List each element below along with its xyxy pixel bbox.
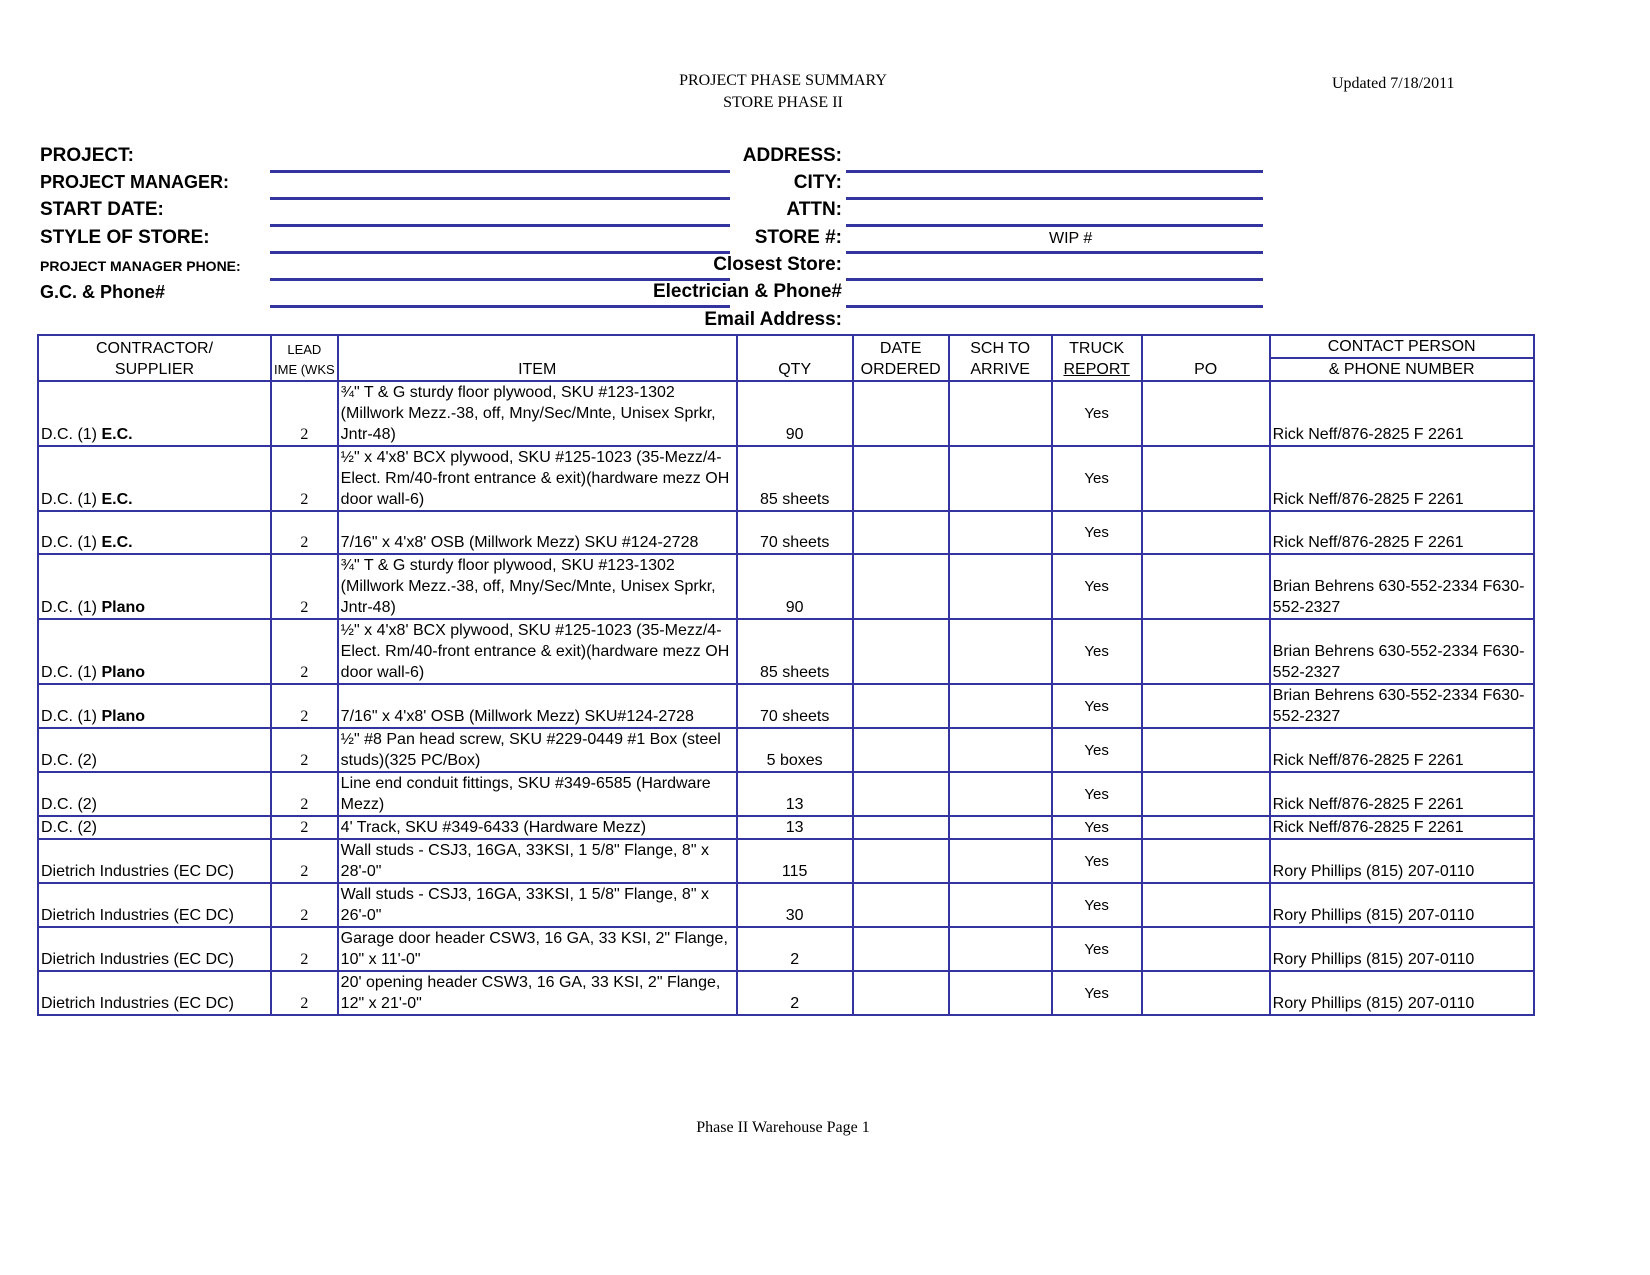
- lead-time-cell: 2: [271, 971, 338, 1015]
- contractor-cell: [38, 971, 271, 1015]
- lead-time-cell: 2: [271, 381, 338, 446]
- sch-to-arrive-cell[interactable]: [949, 839, 1052, 883]
- table-row: [38, 839, 1534, 883]
- sch-to-arrive-cell[interactable]: [949, 446, 1052, 511]
- date-ordered-cell[interactable]: [853, 684, 949, 728]
- po-cell[interactable]: [1142, 684, 1270, 728]
- sch-to-arrive-cell[interactable]: [949, 728, 1052, 772]
- sch-to-arrive-cell[interactable]: [949, 883, 1052, 927]
- contact-cell: Rick Neff/876-2825 F 2261: [1270, 381, 1534, 446]
- table-row: [38, 883, 1534, 927]
- truck-report-cell: Yes: [1052, 511, 1142, 554]
- contractor-cell: [38, 619, 271, 684]
- form-field-line[interactable]: [846, 197, 1263, 200]
- po-cell[interactable]: [1142, 511, 1270, 554]
- lead-time-cell: 2: [271, 511, 338, 554]
- date-ordered-cell[interactable]: [853, 728, 949, 772]
- form-field-line[interactable]: [846, 170, 1263, 173]
- contractor-cell: [38, 381, 271, 446]
- date-ordered-cell[interactable]: [853, 381, 949, 446]
- wip-label: WIP #: [1049, 230, 1093, 247]
- item-cell: 7/16" x 4'x8' OSB (Millwork Mezz) SKU#124-2728: [338, 684, 737, 728]
- contractor-location: E.C.: [101, 534, 133, 551]
- date-ordered-cell[interactable]: [853, 927, 949, 971]
- qty-cell: 13: [737, 816, 853, 839]
- form-label-right: ADDRESS:: [742, 145, 842, 166]
- form-field-line[interactable]: [270, 170, 730, 173]
- form-label-right: Email Address:: [704, 309, 842, 330]
- lead-time-cell: 2: [271, 772, 338, 816]
- contractor-location: Plano: [101, 599, 146, 616]
- updated-date: Updated 7/18/2011: [1332, 75, 1455, 92]
- sch-to-arrive-cell[interactable]: [949, 554, 1052, 619]
- item-cell: Wall studs - CSJ3, 16GA, 33KSI, 1 5/8" Flange, 8" x 26'-0": [338, 883, 737, 927]
- contact-cell: Rory Phillips (815) 207-0110: [1270, 927, 1534, 971]
- qty-cell: 85 sheets: [737, 446, 853, 511]
- contractor-cell: [38, 816, 271, 839]
- truck-report-cell: Yes: [1052, 619, 1142, 684]
- page-footer: Phase II Warehouse Page 1: [696, 1119, 870, 1136]
- po-cell[interactable]: [1142, 971, 1270, 1015]
- po-cell[interactable]: [1142, 619, 1270, 684]
- form-label-left: G.C. & Phone#: [40, 282, 166, 302]
- contractor-name: D.C. (1): [41, 426, 102, 443]
- table-header-row: [38, 335, 1534, 381]
- item-cell: Line end conduit fittings, SKU #349-6585 (Hardware Mezz): [338, 772, 737, 816]
- lead-time-cell: 2: [271, 728, 338, 772]
- truck-report-cell: Yes: [1052, 684, 1142, 728]
- contact-cell: Rory Phillips (815) 207-0110: [1270, 971, 1534, 1015]
- table-row: [38, 381, 1534, 446]
- qty-cell: 5 boxes: [737, 728, 853, 772]
- contractor-name: D.C. (2): [41, 796, 97, 813]
- date-ordered-cell[interactable]: [853, 554, 949, 619]
- table-row: [38, 511, 1534, 554]
- qty-cell: 85 sheets: [737, 619, 853, 684]
- form-field-line[interactable]: [270, 224, 730, 227]
- contractor-location: Plano: [101, 708, 146, 725]
- lead-time-cell: 2: [271, 839, 338, 883]
- po-cell[interactable]: [1142, 816, 1270, 839]
- date-ordered-cell[interactable]: [853, 511, 949, 554]
- contractor-cell: [38, 728, 271, 772]
- header-contact: [1270, 335, 1534, 381]
- form-field-line[interactable]: [846, 305, 1263, 308]
- contractor-location: Plano: [101, 664, 146, 681]
- truck-report-cell: Yes: [1052, 728, 1142, 772]
- header-lead-time: [271, 335, 338, 381]
- form-field-line[interactable]: [846, 224, 1263, 227]
- form-label-right: STORE #:: [754, 227, 842, 248]
- po-cell[interactable]: [1142, 883, 1270, 927]
- contractor-name: Dietrich Industries (EC DC): [41, 995, 234, 1012]
- header-contact-2: & PHONE NUMBER: [1328, 361, 1475, 378]
- header-truck-1: TRUCK: [1069, 340, 1125, 357]
- date-ordered-cell[interactable]: [853, 839, 949, 883]
- qty-cell: 2: [737, 971, 853, 1015]
- date-ordered-cell[interactable]: [853, 772, 949, 816]
- lead-time-cell: 2: [271, 619, 338, 684]
- contractor-name: Dietrich Industries (EC DC): [41, 951, 234, 968]
- form-label-right: CITY:: [793, 172, 842, 193]
- contact-cell: Brian Behrens 630-552-2334 F630-552-2327: [1270, 619, 1534, 684]
- phase-summary-table: [37, 334, 1535, 1016]
- item-cell: Wall studs - CSJ3, 16GA, 33KSI, 1 5/8" Flange, 8" x 28'-0": [338, 839, 737, 883]
- form-field-line[interactable]: [270, 305, 730, 308]
- truck-report-cell: Yes: [1052, 927, 1142, 971]
- form-label-right: ATTN:: [786, 199, 842, 220]
- item-cell: ½" x 4'x8' BCX plywood, SKU #125-1023 (35-Mezz/4-Elect. Rm/40-front entrance & exit)(hardware mezz OH door wall-6): [338, 446, 737, 511]
- contractor-cell: [38, 772, 271, 816]
- form-field-line[interactable]: [846, 251, 1263, 254]
- sch-to-arrive-cell[interactable]: [949, 381, 1052, 446]
- contact-cell: Rick Neff/876-2825 F 2261: [1270, 511, 1534, 554]
- qty-cell: 70 sheets: [737, 684, 853, 728]
- form-label-left: START DATE:: [40, 199, 164, 220]
- header-sch-to-arrive: SCH TO ARRIVE: [949, 335, 1052, 381]
- contractor-cell: [38, 927, 271, 971]
- sch-to-arrive-cell[interactable]: [949, 816, 1052, 839]
- item-cell: ¾" T & G sturdy floor plywood, SKU #123-1302 (Millwork Mezz.-38, off, Mny/Sec/Mnte, Unisex Sprkr, Jntr-48): [338, 554, 737, 619]
- truck-report-cell: Yes: [1052, 816, 1142, 839]
- contractor-name: Dietrich Industries (EC DC): [41, 907, 234, 924]
- table-row: [38, 728, 1534, 772]
- header-po: PO: [1142, 335, 1270, 381]
- contact-cell: Rick Neff/876-2825 F 2261: [1270, 446, 1534, 511]
- contractor-location: E.C.: [101, 491, 133, 508]
- contractor-cell: [38, 839, 271, 883]
- contractor-name: D.C. (1): [41, 708, 102, 725]
- item-cell: ½" #8 Pan head screw, SKU #229-0449 #1 Box (steel studs)(325 PC/Box): [338, 728, 737, 772]
- contractor-name: D.C. (1): [41, 599, 102, 616]
- table-row: [38, 772, 1534, 816]
- qty-cell: 13: [737, 772, 853, 816]
- lead-time-cell: 2: [271, 554, 338, 619]
- header-truck-2: REPORT: [1063, 361, 1130, 378]
- item-cell: 7/16" x 4'x8' OSB (Millwork Mezz) SKU #124-2728: [338, 511, 737, 554]
- doc-subtitle: STORE PHASE II: [723, 94, 843, 111]
- contractor-cell: [38, 883, 271, 927]
- header-lead-2: IME (WKS: [274, 362, 335, 377]
- form-field-line[interactable]: [270, 278, 730, 281]
- contractor-name: D.C. (1): [41, 664, 102, 681]
- form-label-left: PROJECT MANAGER:: [40, 172, 230, 192]
- date-ordered-cell[interactable]: [853, 971, 949, 1015]
- qty-cell: 30: [737, 883, 853, 927]
- table-row: [38, 927, 1534, 971]
- header-qty: QTY: [737, 335, 853, 381]
- table-row: [38, 554, 1534, 619]
- item-cell: ¾" T & G sturdy floor plywood, SKU #123-1302 (Millwork Mezz.-38, off, Mny/Sec/Mnte, Unisex Sprkr, Jntr-48): [338, 381, 737, 446]
- truck-report-cell: Yes: [1052, 839, 1142, 883]
- lead-time-cell: 2: [271, 883, 338, 927]
- contractor-name: Dietrich Industries (EC DC): [41, 863, 234, 880]
- form-label-left: PROJECT MANAGER PHONE:: [40, 258, 241, 274]
- header-truck-report: [1052, 335, 1142, 381]
- table-row: [38, 684, 1534, 728]
- lead-time-cell: 2: [271, 446, 338, 511]
- lead-time-cell: 2: [271, 684, 338, 728]
- sch-to-arrive-cell[interactable]: [949, 772, 1052, 816]
- qty-cell: 90: [737, 554, 853, 619]
- sch-to-arrive-cell[interactable]: [949, 971, 1052, 1015]
- po-cell[interactable]: [1142, 554, 1270, 619]
- doc-title: PROJECT PHASE SUMMARY: [679, 72, 887, 89]
- truck-report-cell: Yes: [1052, 446, 1142, 511]
- contractor-cell: [38, 554, 271, 619]
- qty-cell: 70 sheets: [737, 511, 853, 554]
- date-ordered-cell[interactable]: [853, 446, 949, 511]
- date-ordered-cell[interactable]: [853, 883, 949, 927]
- qty-cell: 2: [737, 927, 853, 971]
- table-row: [38, 816, 1534, 839]
- contractor-name: D.C. (2): [41, 819, 97, 836]
- form-label-right: Closest Store:: [713, 254, 842, 275]
- form-label-right: Electrician & Phone#: [652, 281, 842, 302]
- po-cell[interactable]: [1142, 839, 1270, 883]
- form-field-line[interactable]: [270, 251, 730, 254]
- contractor-name: D.C. (2): [41, 752, 97, 769]
- item-cell: 20' opening header CSW3, 16 GA, 33 KSI, 2" Flange, 12" x 21'-0": [338, 971, 737, 1015]
- lead-time-cell: 2: [271, 927, 338, 971]
- header-contact-1: CONTACT PERSON: [1271, 336, 1533, 359]
- contact-cell: Brian Behrens 630-552-2334 F630-552-2327: [1270, 554, 1534, 619]
- contact-cell: Rick Neff/876-2825 F 2261: [1270, 816, 1534, 839]
- truck-report-cell: Yes: [1052, 883, 1142, 927]
- contractor-cell: [38, 446, 271, 511]
- contractor-location: E.C.: [101, 426, 133, 443]
- form-label-left: STYLE OF STORE:: [40, 227, 210, 248]
- item-cell: Garage door header CSW3, 16 GA, 33 KSI, 2" Flange, 10" x 11'-0": [338, 927, 737, 971]
- po-cell[interactable]: [1142, 927, 1270, 971]
- table-row: [38, 971, 1534, 1015]
- qty-cell: 90: [737, 381, 853, 446]
- contact-cell: Rory Phillips (815) 207-0110: [1270, 839, 1534, 883]
- date-ordered-cell[interactable]: [853, 816, 949, 839]
- truck-report-cell: Yes: [1052, 554, 1142, 619]
- header-date-ordered: DATE ORDERED: [853, 335, 949, 381]
- header-lead-1: LEAD: [287, 342, 322, 357]
- table-row: [38, 619, 1534, 684]
- truck-report-cell: Yes: [1052, 772, 1142, 816]
- header-item: ITEM: [338, 335, 737, 381]
- contractor-name: D.C. (1): [41, 534, 102, 551]
- truck-report-cell: Yes: [1052, 381, 1142, 446]
- sch-to-arrive-cell[interactable]: [949, 511, 1052, 554]
- form-field-line[interactable]: [270, 197, 730, 200]
- sch-to-arrive-cell[interactable]: [949, 684, 1052, 728]
- item-cell: ½" x 4'x8' BCX plywood, SKU #125-1023 (35-Mezz/4-Elect. Rm/40-front entrance & exit)(hardware mezz OH door wall-6): [338, 619, 737, 684]
- sch-to-arrive-cell[interactable]: [949, 619, 1052, 684]
- contractor-cell: [38, 684, 271, 728]
- contact-cell: Brian Behrens 630-552-2334 F630-552-2327: [1270, 684, 1534, 728]
- po-cell[interactable]: [1142, 772, 1270, 816]
- po-cell[interactable]: [1142, 728, 1270, 772]
- contractor-name: D.C. (1): [41, 491, 102, 508]
- contact-cell: Rick Neff/876-2825 F 2261: [1270, 772, 1534, 816]
- contractor-cell: [38, 511, 271, 554]
- form-label-left: PROJECT:: [40, 145, 134, 166]
- table-row: [38, 446, 1534, 511]
- item-cell: 4' Track, SKU #349-6433 (Hardware Mezz): [338, 816, 737, 839]
- form-field-line[interactable]: [846, 278, 1263, 281]
- contact-cell: Rick Neff/876-2825 F 2261: [1270, 728, 1534, 772]
- contact-cell: Rory Phillips (815) 207-0110: [1270, 883, 1534, 927]
- qty-cell: 115: [737, 839, 853, 883]
- date-ordered-cell[interactable]: [853, 619, 949, 684]
- po-cell[interactable]: [1142, 446, 1270, 511]
- po-cell[interactable]: [1142, 381, 1270, 446]
- sch-to-arrive-cell[interactable]: [949, 927, 1052, 971]
- header-contractor: CONTRACTOR/ SUPPLIER: [38, 335, 271, 381]
- truck-report-cell: Yes: [1052, 971, 1142, 1015]
- lead-time-cell: 2: [271, 816, 338, 839]
